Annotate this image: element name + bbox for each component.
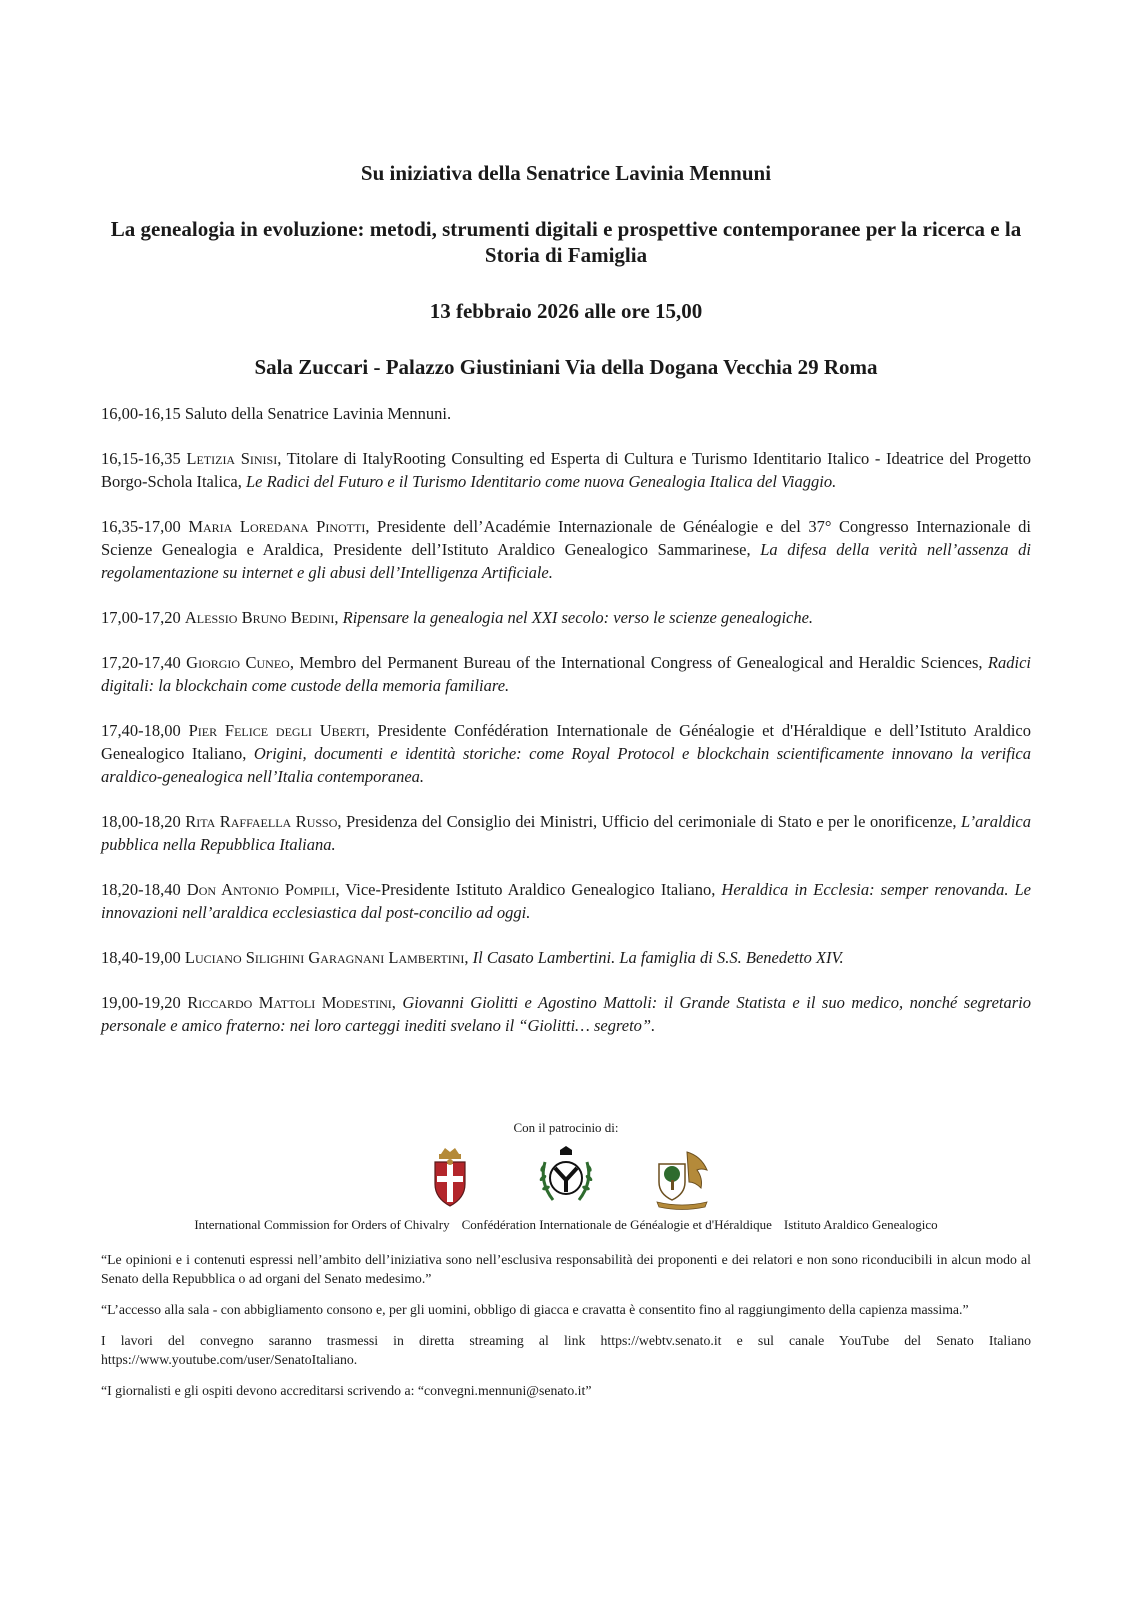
event-date: 13 febbraio 2026 alle ore 15,00	[429, 299, 703, 323]
item-time: 17,00-17,20	[101, 608, 181, 627]
access-note: “L’accesso alla sala - con abbigliamento consono e, per gli uomini, obbligo di giacca e cravatta è consentito fino al raggiungimento della capienza massima.”	[101, 1302, 969, 1317]
program-item	[101, 402, 1031, 425]
item-title: Radici digitali: la blockchain come custode della memoria familiare.	[101, 653, 1031, 695]
item-speaker: Maria Loredana Pinotti	[188, 517, 366, 536]
accreditation-note: “I giornalisti e gli ospiti devono accreditarsi scrivendo a: “convegni.mennuni@senato.it”	[101, 1383, 592, 1398]
crowned-shield-icon	[415, 1142, 485, 1212]
item-time: 17,40-18,00	[101, 721, 181, 740]
griffin-tree-crest-icon	[647, 1142, 717, 1212]
program-item	[101, 810, 1031, 856]
item-speaker: Luciano Silighini Garagnani Lambertini	[184, 948, 465, 967]
program-item	[101, 878, 1031, 924]
item-title: Origini, documenti e identità storiche: come Royal Protocol e blockchain scientificamente innovano la verifica araldico-genealogica nell’Italia contemporanea.	[101, 744, 1031, 786]
patronage-section	[101, 1120, 1031, 1234]
program-item	[101, 447, 1031, 493]
footer-notes	[101, 1250, 1031, 1412]
item-title: Heraldica in Ecclesia: semper renovanda. Le innovazioni nell’araldica ecclesiastica dal post-concilio ad oggi.	[101, 880, 1031, 922]
item-role: Saluto della Senatrice Lavinia Mennuni.	[180, 404, 452, 423]
program-item	[101, 606, 1031, 629]
item-title: L’araldica pubblica nella Repubblica Italiana.	[101, 812, 1031, 854]
item-speaker: Rita Raffaella Russo	[185, 812, 338, 831]
patronage-logos	[101, 1142, 1031, 1212]
item-speaker: Riccardo Mattoli Modestini	[187, 993, 392, 1012]
item-speaker: Don Antonio Pompili	[186, 880, 336, 899]
item-role: ,	[464, 948, 473, 967]
item-title: Le Radici del Futuro e il Turismo Identitario come nuova Genealogia Italica del Viaggio.	[245, 472, 837, 491]
item-role: , Presidenza del Consiglio dei Ministri, Ufficio del cerimoniale di Stato e per le onorificenze,	[337, 812, 962, 831]
program-item	[101, 651, 1031, 697]
disclaimer-note: “Le opinioni e i contenuti espressi nell’ambito dell’iniziativa sono nell’esclusiva responsabilità dei proponenti e dei relatori e non sono riconducibili in alcun modo al Senato della Repubblica o ad organi del Senato medesimo.”	[101, 1252, 1031, 1286]
item-time: 18,20-18,40	[101, 880, 181, 899]
item-speaker: Letizia Sinisi	[186, 449, 278, 468]
program-item	[101, 719, 1031, 788]
item-role: ,	[334, 608, 343, 627]
item-role: , Membro del Permanent Bureau of the International Congress of Genealogical and Heraldic Sciences,	[289, 653, 988, 672]
item-role: , Titolare di ItalyRooting Consulting ed Esperta di Cultura e Turismo Identitario Italico - Ideatrice del Progetto Borgo-Schola Italica,	[101, 449, 1032, 491]
initiative-line: Su iniziativa della Senatrice Lavinia Mennuni	[360, 161, 772, 185]
item-title: Il Casato Lambertini. La famiglia di S.S. Benedetto XIV.	[472, 948, 844, 967]
patronage-org-names	[101, 1216, 1031, 1234]
org-name-iagi: Istituto Araldico Genealogico	[783, 1217, 938, 1232]
item-time: 17,20-17,40	[101, 653, 181, 672]
patronage-label: Con il patrocinio di:	[513, 1120, 619, 1135]
item-time: 18,40-19,00	[101, 948, 181, 967]
item-time: 16,00-16,15	[101, 404, 181, 423]
item-role: , Vice-Presidente Istituto Araldico Genealogico Italiano,	[335, 880, 722, 899]
streaming-note: I lavori del convegno saranno trasmessi in diretta streaming al link https://webtv.senato.it e sul canale YouTube del Senato Italiano https://www.youtube.com/user/SenatoItaliano.	[101, 1333, 1031, 1367]
document-body	[101, 160, 1031, 1059]
program-item	[101, 946, 1031, 969]
item-time: 16,35-17,00	[101, 517, 181, 536]
item-role: , Presidente Confédération Internationale de Généalogie et d'Héraldique e dell’Istituto Araldico Genealogico Italiano,	[101, 721, 1031, 763]
item-role: ,	[391, 993, 403, 1012]
item-title: La difesa della verità nell’assenza di regolamentazione su internet e gli abusi dell’Intelligenza Artificiale.	[101, 540, 1031, 582]
item-role: , Presidente dell’Académie Internazionale de Généalogie e del 37° Congresso Internazionale di Scienze Genealogia e Araldica, Presidente dell’Istituto Araldico Genealogico Sammarinese,	[101, 517, 1031, 559]
program-item	[101, 515, 1031, 584]
event-venue: Sala Zuccari - Palazzo Giustiniani Via della Dogana Vecchia 29 Roma	[254, 355, 878, 379]
program-list	[101, 402, 1031, 1037]
org-name-cigh: Confédération Internationale de Généalogie et d'Héraldique	[461, 1217, 772, 1232]
laurel-wreath-emblem-icon	[531, 1142, 601, 1212]
item-speaker: Alessio Bruno Bedini	[184, 608, 335, 627]
item-speaker: Pier Felice degli Uberti	[188, 721, 366, 740]
item-title: Ripensare la genealogia nel XXI secolo: verso le scienze genealogiche.	[342, 608, 814, 627]
item-time: 18,00-18,20	[101, 812, 181, 831]
item-time: 16,15-16,35	[101, 449, 181, 468]
item-time: 19,00-19,20	[101, 993, 181, 1012]
program-item	[101, 991, 1031, 1037]
event-title: La genealogia in evoluzione: metodi, strumenti digitali e prospettive contemporanee per la ricerca e la Storia di Famiglia	[110, 217, 1022, 267]
org-name-icoc: International Commission for Orders of Chivalry	[194, 1217, 450, 1232]
item-title: Giovanni Giolitti e Agostino Mattoli: il Grande Statista e il suo medico, nonché segretario personale e amico fraterno: nei loro carteggi inediti svelano il “Giolitti… segreto”.	[101, 993, 1032, 1035]
item-speaker: Giorgio Cuneo	[186, 653, 290, 672]
